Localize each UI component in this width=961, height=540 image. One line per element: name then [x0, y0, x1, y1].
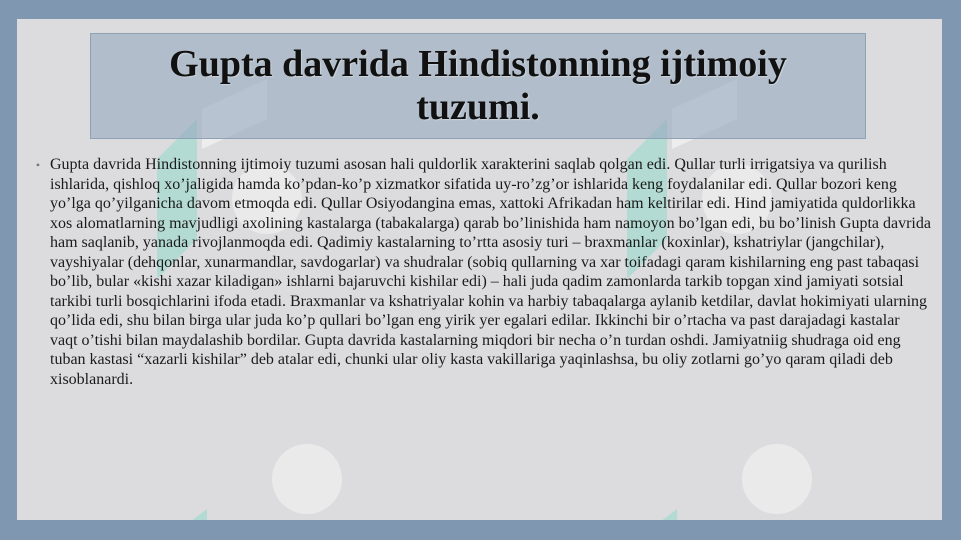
slide: [17, 19, 942, 520]
bullet-marker: •: [35, 158, 41, 172]
bullet-paragraph: Gupta davrida Hindistonning ijtimoiy tuzumi asosan hali quldorlik xarakterini saqlab qolgan edi. Qullar turli irrigatsiya va qurilish ishlarida, qishloq xo’jaligida hamda ko’pdan-ko’p xizmatkor sifatida uy-ro’zg’or ishlarida keng foydalanilar edi. Qullar bozori keng yo’lga qo’yilganicha davom etmoqda edi. Qullar Osiyodangina emas, xattoki Afrikadan ham keltirilar edi. Hind jamiyatida quldorlikka xos alomatlarning mavjudligi axolining kastalarga (tabakalarga) qarab bo’linishida ham namoyon bo’lgan edi, bu bo’linish Gupta davrida ham saqlanib, yanada rivojlanmoqda edi. Qadimiy kastalarning to’rtta asosiy turi – braxmanlar (koxinlar), kshatriylar (jangchilar), vayshiyalar (dehqonlar, xunarmandlar, savdogarlar) va shudralar (sobiq qullarning va xar toifadagi qaram kishilarning eng past tabaqasi bo’lib, bular «kishi xazar kiladigan» ishlarni bajaruvchi kishilar edi) – hali juda qadim zamonlarda tarkib topgan xind jamiyati sotsial tarkibi turli bosqichlarini ifoda etadi. Braxmanlar va kshatriyalar kohin va harbiy tabaqalarga aylanib ketdilar, davlat hokimiyati ularning qo’lida edi, shu bilan birga ular juda ko’p qullari bo’lgan eng yirik yer egalari edilar. Ikkinchi bir o’rtacha va past darajadagi kastalar vaqt o’tishi bilan maydalashib bordilar. Gupta davrida kastalarning miqdori bir necha o’n turdan oshdi. Jamiyatniig shudraga oid eng tuban kastasi “xazarli kishilar” deb atalar edi, chunki ular oliy kasta vakillariga yaqinlashsa, bu oliy zotlarni go’yo qaram qiladi deb xisoblanardi.: [50, 156, 931, 388]
slide-title: Gupta davrida Hindistonning ijtimoiy tuzumi.: [169, 43, 787, 128]
bullet-list: [26, 155, 931, 389]
title-box: [90, 33, 866, 139]
watermark-logo-icon: [627, 419, 817, 520]
watermark-logo-icon: [157, 419, 347, 520]
